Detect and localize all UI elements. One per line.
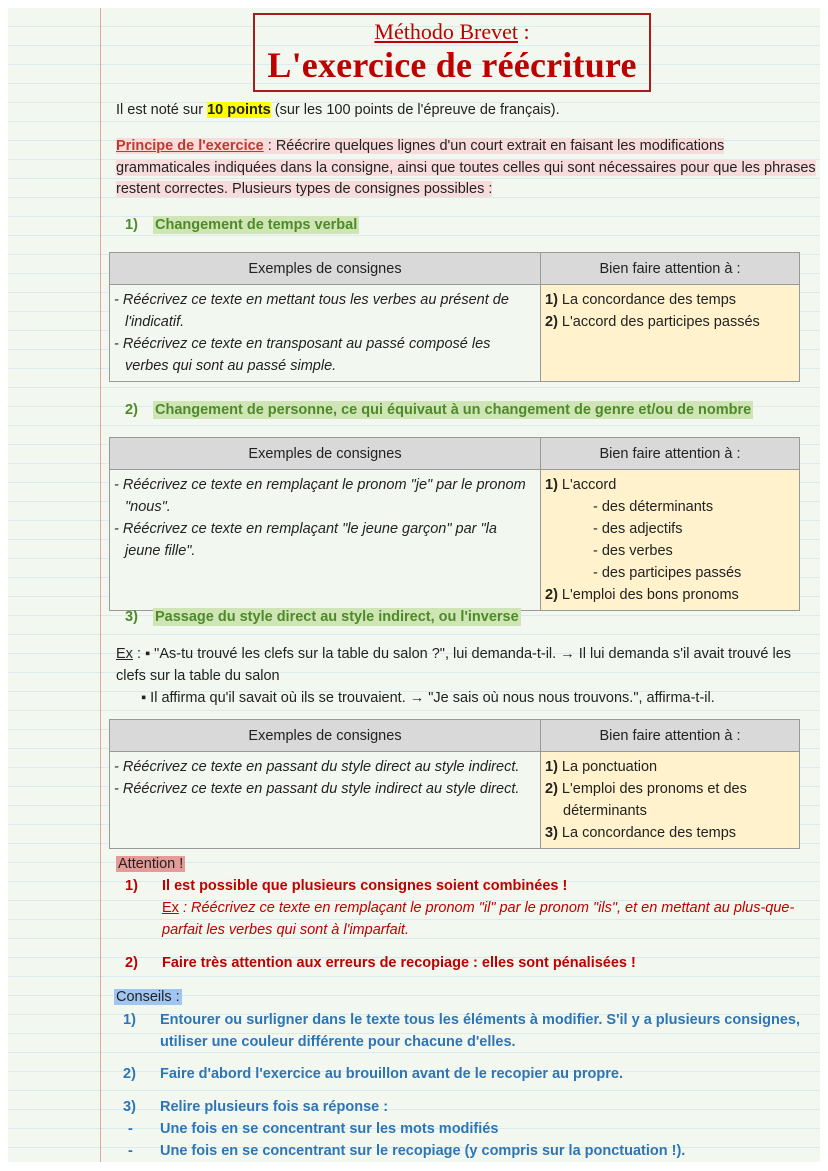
table-header-attention: Bien faire attention à : (541, 438, 800, 470)
notebook-page (8, 8, 820, 1162)
principe-label: Principe de l'exercice (116, 138, 264, 154)
title-subtitle: Méthodo Brevet : (374, 19, 530, 44)
section-3-example: Ex : ▪ "As-tu trouvé les clefs sur la table du salon ?", lui demanda-t-il. → Il lui demanda s'il avait trouvé les clefs sur la table du salon ▪ Il affirma qu'il savait où ils se trouvaient. → "Je sais où nous nous trouvons.", affirma-t-il. (116, 646, 792, 706)
attention-example: Ex : Réécrivez ce texte en remplaçant le pronom "il" par le pronom "ils", et en mettant au plus-que-parfait les verbes qui sont à l'imparfait. (162, 900, 795, 938)
conseils-sub-item-2: - Une fois en se concentrant sur le recopiage (y compris sur la ponctuation !). (128, 1143, 686, 1159)
attention-heading: Attention ! (118, 856, 184, 872)
page-title: L'exercice de réécriture (267, 45, 637, 85)
attention-cell: 1) La ponctuation 2) L'emploi des pronoms et des déterminants 3) La concordance des temps (541, 752, 800, 849)
attention-cell: 1) La concordance des temps 2) L'accord des participes passés (541, 285, 800, 382)
conseils-heading: Conseils : (116, 989, 180, 1005)
section-1-table (109, 252, 800, 382)
principe-paragraph: Principe de l'exercice : Réécrire quelques lignes d'un court extrait en faisant les modifications grammaticales indiquées dans la consigne, ainsi que toutes celles qui sont nécessaires pour que les phrases restent correctes. Plusieurs types de consignes possibles : (116, 138, 816, 197)
title-box (253, 13, 651, 92)
attention-section (116, 854, 185, 876)
examples-cell: - Réécrivez ce texte en remplaçant le pronom "je" par le pronom "nous". - Réécrivez ce texte en remplaçant "le jeune garçon" par "la jeune fille". (110, 470, 541, 611)
table-header-examples: Exemples de consignes (110, 253, 541, 285)
section-3-table (109, 719, 800, 849)
section-1-heading: 1) Changement de temps verbal (125, 217, 358, 233)
attention-item-1: 1) Il est possible que plusieurs consignes soient combinées ! (125, 878, 568, 894)
table-header-examples: Exemples de consignes (110, 720, 541, 752)
margin-line (100, 8, 101, 1162)
conseils-section (114, 987, 182, 1009)
section-2-table (109, 437, 800, 611)
examples-cell: - Réécrivez ce texte en passant du style direct au style indirect. - Réécrivez ce texte en passant du style indirect au style direct. (110, 752, 541, 849)
attention-item-2: 2) Faire très attention aux erreurs de recopiage : elles sont pénalisées ! (125, 955, 636, 971)
table-header-attention: Bien faire attention à : (541, 253, 800, 285)
section-2-heading: 2) Changement de personne, ce qui équivaut à un changement de genre et/ou de nombre (125, 402, 752, 418)
points-highlight: 10 points (207, 102, 271, 118)
conseils-item-1: 1) Entourer ou surligner dans le texte tous les éléments à modifier. S'il y a plusieurs consignes, utiliser une couleur différente pour chacune d'elles. (123, 1012, 801, 1050)
table-header-examples: Exemples de consignes (110, 438, 541, 470)
section-3-heading: 3) Passage du style direct au style indirect, ou l'inverse (125, 609, 519, 625)
conseils-item-2: 2) Faire d'abord l'exercice au brouillon avant de le recopier au propre. (123, 1066, 623, 1082)
table-header-attention: Bien faire attention à : (541, 720, 800, 752)
examples-cell: - Réécrivez ce texte en mettant tous les verbes au présent de l'indicatif. - Réécrivez ce texte en transposant au passé composé les verbes qui sont au passé simple. (110, 285, 541, 382)
conseils-item-3: 3) Relire plusieurs fois sa réponse : (123, 1099, 389, 1115)
conseils-sub-item-1: - Une fois en se concentrant sur les mots modifiés (128, 1121, 499, 1137)
intro-line: Il est noté sur 10 points (sur les 100 points de l'épreuve de français). (116, 102, 560, 118)
attention-cell: 1) L'accord - des déterminants - des adjectifs - des verbes - des participes passés 2) L'emploi des bons pronoms (541, 470, 800, 611)
